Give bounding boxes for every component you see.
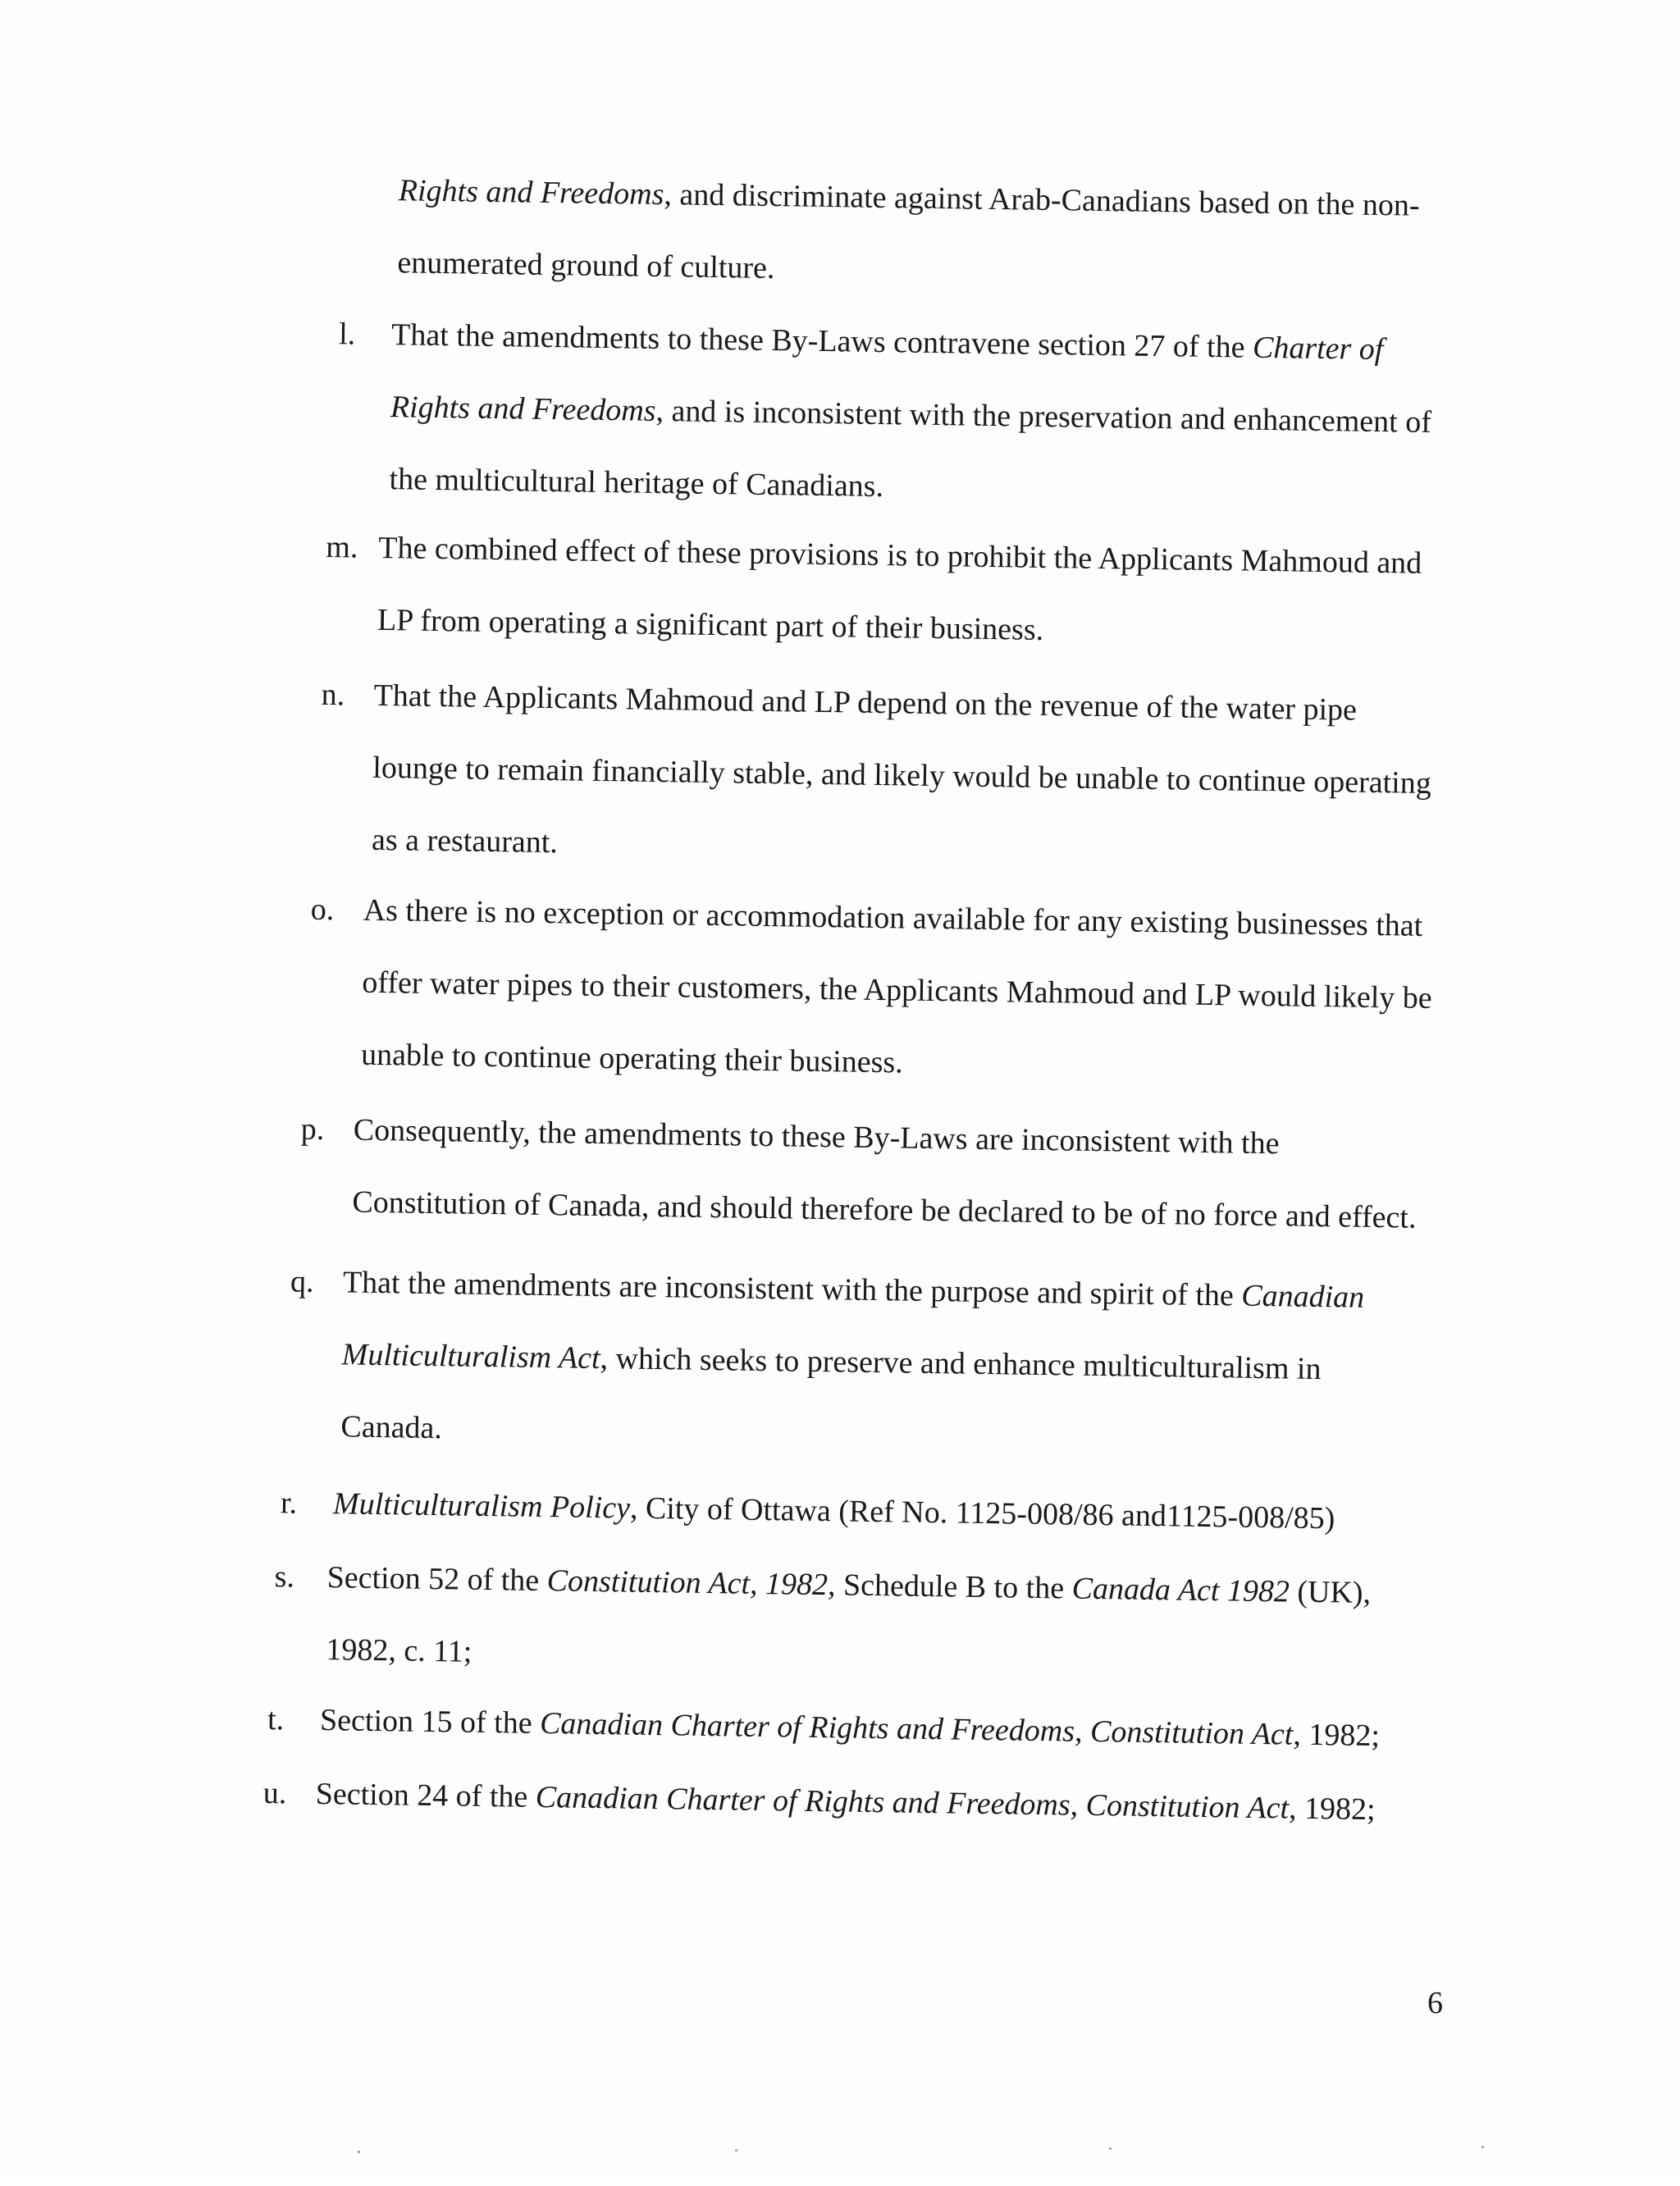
text-line — [340, 1390, 1363, 1477]
text-run: That the Applicants Mahmoud and LP depend on the revenue of the water pipe — [373, 678, 1358, 728]
text-run: lounge to remain financially stable, and likely would be unable to continue operating — [372, 750, 1432, 801]
text-run: , which seeks to preserve and enhance multiculturalism in — [600, 1341, 1322, 1387]
italic-citation: Canada Act 1982 — [1071, 1571, 1290, 1609]
item-text — [326, 1541, 1372, 1701]
text-run: Section 15 of the — [319, 1703, 541, 1741]
item-text — [352, 1094, 1418, 1254]
item-text — [319, 1684, 1380, 1772]
text-run: That the amendments to these By-Laws contravene section 27 of the — [390, 317, 1253, 365]
item-text — [340, 1246, 1365, 1477]
text-run: That the amendments are inconsistent with the purpose and spirit of the — [342, 1265, 1242, 1313]
text-run: Section 52 of the — [326, 1560, 548, 1599]
text-line — [315, 1758, 1376, 1846]
item-text — [332, 1467, 1335, 1554]
item-text — [360, 874, 1433, 1107]
item-marker: u. — [262, 1776, 287, 1811]
italic-citation: Canadian Charter of Rights and Freedoms, Constitution Act — [535, 1779, 1290, 1826]
text-run: the multicultural heritage of Canadians. — [389, 462, 884, 504]
paragraph-continuation — [397, 154, 1420, 313]
item-marker: n. — [321, 677, 345, 713]
page-number: 6 — [1427, 1986, 1443, 2020]
item-marker: l. — [338, 317, 356, 352]
item-text — [397, 154, 1420, 313]
text-run: LP from operating a significant part of their business. — [377, 602, 1044, 647]
text-run: , City of Ottawa (Ref No. 1125-008/86 and1125-008/85) — [629, 1490, 1335, 1536]
text-run: 1982, c. 11; — [326, 1632, 472, 1669]
italic-citation: Canadian Charter of Rights and Freedoms, Constitution Act — [539, 1706, 1294, 1752]
list-item-r — [280, 1467, 1335, 1554]
list-item-l — [336, 298, 1433, 531]
scan-speck — [1109, 2147, 1112, 2150]
text-line — [332, 1467, 1335, 1554]
text-line — [341, 1318, 1363, 1405]
text-run: , 1982; — [1293, 1717, 1381, 1754]
italic-citation: Constitution Act, 1982, — [546, 1563, 836, 1603]
text-run: unable to continue operating their business. — [360, 1037, 904, 1080]
item-marker: m. — [326, 529, 358, 565]
item-text — [315, 1758, 1376, 1846]
italic-citation: Rights and Freedoms — [390, 390, 656, 428]
item-marker: q. — [290, 1264, 314, 1299]
text-line — [326, 1541, 1372, 1629]
text-run: Section 24 of the — [315, 1776, 536, 1814]
list-item-p — [299, 1093, 1418, 1254]
text-run: offer water pipes to their customers, the Applicants Mahmoud and LP would likely be — [362, 965, 1433, 1016]
text-run: Consequently, the amendments to these By-Laws are inconsistent with the — [353, 1112, 1280, 1161]
text-line — [319, 1684, 1380, 1772]
text-run: as a restaurant. — [371, 822, 559, 860]
text-run: , and is inconsistent with the preservation and enhancement of — [655, 393, 1432, 440]
scan-speck — [1481, 2146, 1484, 2148]
text-run: The combined effect of these provisions is to prohibit the Applicants Mahmoud and — [378, 530, 1422, 581]
italic-citation: Multiculturalism Policy — [332, 1486, 631, 1526]
list-item-t — [267, 1683, 1380, 1772]
italic-citation: Charter of — [1252, 330, 1384, 367]
list-item-u — [262, 1757, 1376, 1846]
italic-citation: Rights and Freedoms — [398, 173, 664, 212]
text-run: enumerated ground of culture. — [397, 245, 775, 286]
text-run: (UK), — [1289, 1574, 1372, 1611]
italic-citation: Canadian — [1241, 1278, 1365, 1315]
text-run: As there is no exception or accommodation available for any existing businesses that — [363, 892, 1423, 943]
item-marker: r. — [280, 1485, 298, 1521]
text-run: Canada. — [340, 1409, 443, 1446]
scan-speck — [735, 2149, 737, 2152]
text-run: Constitution of Canada, and should therefore be declared to be of no force and effect. — [352, 1184, 1417, 1235]
item-marker: t. — [267, 1702, 285, 1737]
italic-citation: Multiculturalism Act — [341, 1337, 600, 1376]
text-run: , and discriminate against Arab-Canadians based on the non- — [664, 177, 1420, 223]
item-marker: s. — [274, 1559, 295, 1595]
scan-speck — [358, 2151, 360, 2153]
list-item-n — [318, 659, 1432, 892]
item-marker: o. — [310, 892, 335, 928]
text-line — [352, 1166, 1417, 1254]
list-item-s — [273, 1540, 1372, 1701]
list-item-o — [308, 874, 1434, 1107]
item-text — [389, 299, 1433, 531]
text-run: Schedule B to the — [835, 1568, 1072, 1606]
item-text — [377, 512, 1422, 672]
item-marker: p. — [300, 1111, 325, 1148]
list-item-q — [288, 1245, 1365, 1477]
item-text — [371, 659, 1432, 892]
list-item-m — [324, 511, 1422, 672]
text-run: , 1982; — [1288, 1791, 1376, 1828]
